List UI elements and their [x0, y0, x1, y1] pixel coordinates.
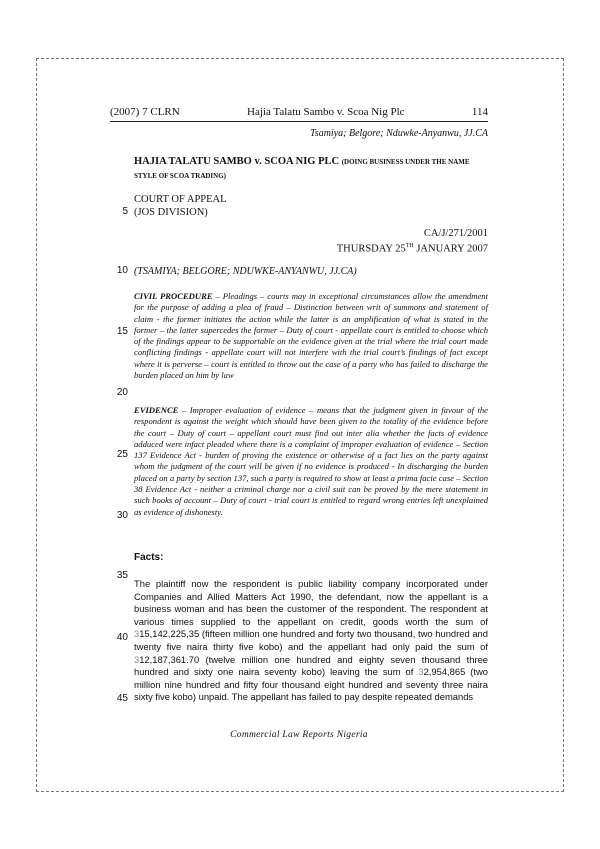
court-block: [134, 193, 488, 219]
line-number: 5: [122, 206, 128, 217]
court-name: COURT OF APPEAL: [134, 194, 227, 205]
evidence-heading: EVIDENCE: [134, 405, 179, 415]
line-number: 20: [116, 387, 128, 398]
judges-line: Tsamiya; Belgore; Nduwke-Anyanwu, JJ.CA: [310, 128, 488, 139]
suit-number: CA/J/271/2001: [423, 228, 488, 239]
suit-block: [134, 227, 488, 256]
line-number: 15: [116, 326, 128, 337]
civil-procedure-heading: CIVIL PROCEDURE: [134, 291, 213, 301]
line-number: 25: [116, 449, 128, 460]
page-number: 114: [471, 106, 488, 118]
line-number: 30: [116, 510, 128, 521]
facts-heading: Facts:: [134, 552, 164, 563]
case-title-suffix: (DOING BUSINESS UNDER THE NAME STYLE OF SCOA TRADING): [134, 158, 470, 180]
naira-sign: 3: [134, 628, 140, 640]
evidence-text: – Improper evaluation of evidence – means that the judgment given in favour of the respondent is against the weight which should have been given to the totality of the evidence before the court – Duty of court – appellant court must find out inter alia whether the facts of evidence adduced were infact pleaded where there is a complaint of improper evaluation of evidence – Section 137 Evidence Act - burden of proving the existence or otherwise of a fact lies on the party against whom the judgment of the court will be given if no evidence is produced - In discharging the burden placed on a party by section 137, such a party is required to show at least a prima facie case – Section 38 Evidence Act - neither a criminal charge nor a civil suit can be proved by the mere statement in such books of account – Duty of court - trial court is entitled to regard wrong entries left unexplained as evidence of dishonesty.: [134, 405, 488, 517]
header-rule: [110, 121, 488, 122]
evidence-paragraph: [134, 405, 488, 518]
line-number: 40: [116, 632, 128, 643]
citation: (2007) 7 CLRN: [110, 106, 180, 118]
judgment-date: THURSDAY 25TH JANUARY 2007: [336, 243, 488, 255]
line-number: 10: [116, 265, 128, 276]
line-number: 45: [116, 693, 128, 704]
naira-sign: 3: [134, 653, 140, 665]
running-header: [110, 106, 488, 119]
line-number: 35: [116, 570, 128, 581]
court-division: (JOS DIVISION): [134, 207, 208, 218]
civil-procedure-paragraph: [134, 291, 488, 381]
facts-paragraph: The plaintiff now the respondent is public liability company incorporated under Companies and Allied Matters Act 1990, the defendant, now the appellant is a business woman and has been the customer of the respondent. The respondent at various times supplied to the appellant on credit, goods worth the sum of 315,142,225,35 (fifteen million one hundred and forty two thousand, two hundred and twenty five naira thirty five kobo) and the appellant had only paid the sum of 312,187,361.70 (twelve million one hundred and eighty seven thousand three hundred and sixty one naira seventy kobo) leaving the sum of 32,954,865 (two million nine hundred and fifty four thousand eight hundred and seventy three naira sixty five kobo) unpaid. The appellant has failed to pay despite repeated demands: [134, 578, 488, 703]
case-title-main: HAJIA TALATU SAMBO v. SCOA NIG PLC: [134, 156, 342, 167]
short-title: Hajia Talatu Sambo v. Scoa Nig Plc: [247, 106, 405, 118]
naira-sign: 3: [418, 666, 424, 678]
judges-italic: (TSAMIYA; BELGORE; NDUWKE-ANYANWU, JJ.CA): [134, 266, 357, 277]
civil-procedure-text: – Pleadings – courts may in exceptional circumstances allow the amendment for the purpose of adding a plea of fraud – Distinction between writ of summons and statement of claim - the former initiates the action while the latter is an amplification of what is stated in the former – the latter supercedes the former – Duty of court - appellate court is entitled to choose which of the findings appear to be supportable on the evidence given at the trial where the trial court made conflicting findings - appellate court will not interfere with the trial court’s findings of fact except where it is perverse – court is entitled to throw out the case of a party who has failed to discharge the burden placed on him by law: [134, 291, 488, 381]
footer: Commercial Law Reports Nigeria: [230, 730, 368, 740]
case-title: [134, 155, 488, 183]
